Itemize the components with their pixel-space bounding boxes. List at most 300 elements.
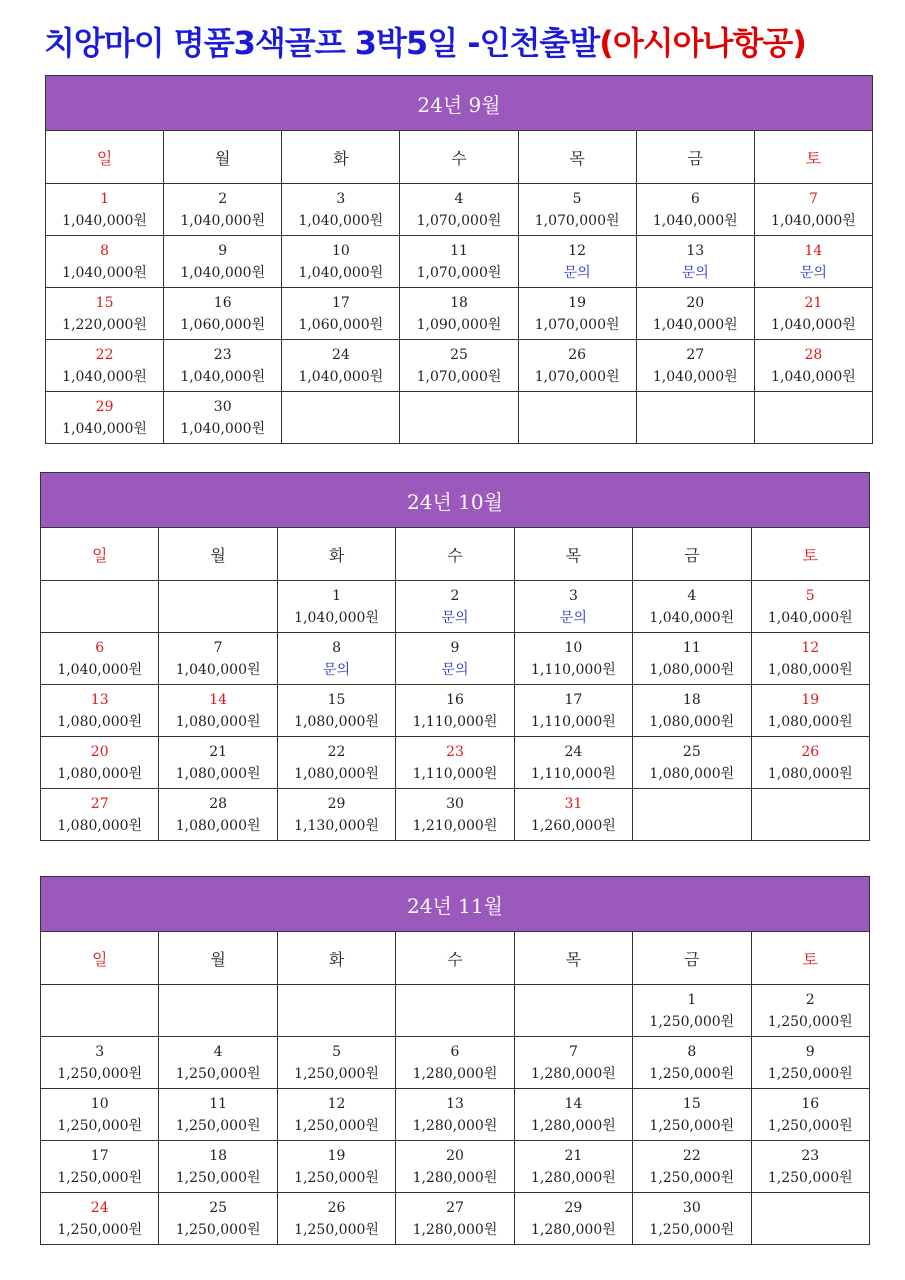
inquiry-label: 문의 — [559, 609, 587, 626]
day-number: 7 — [808, 190, 818, 207]
day-cell — [159, 789, 277, 841]
day-number: 15 — [327, 691, 346, 708]
day-number: 11 — [209, 1095, 228, 1112]
day-cell — [159, 1089, 277, 1141]
day-price: 1,070,000원 — [534, 368, 620, 385]
day-number: 14 — [564, 1095, 583, 1112]
day-cell — [400, 184, 518, 236]
day-number: 17 — [564, 691, 583, 708]
day-cell — [46, 340, 164, 392]
day-cell — [164, 340, 282, 392]
day-cell — [159, 1141, 277, 1193]
day-price: 1,040,000원 — [649, 609, 735, 626]
week-row — [41, 685, 870, 737]
day-cell — [46, 236, 164, 288]
day-price: 1,040,000원 — [771, 316, 856, 333]
day-cell — [277, 737, 395, 789]
day-price: 1,040,000원 — [57, 661, 143, 678]
day-cell — [159, 985, 277, 1037]
day-price: 1,040,000원 — [771, 368, 856, 385]
day-cell — [277, 1141, 395, 1193]
day-cell — [164, 288, 282, 340]
weekday-header: 일 — [41, 528, 159, 581]
day-number: 12 — [801, 639, 820, 656]
day-number: 3 — [568, 587, 578, 604]
day-number: 14 — [804, 242, 823, 259]
day-number: 8 — [100, 242, 110, 259]
day-number: 29 — [327, 795, 346, 812]
day-price: 1,250,000원 — [175, 1169, 261, 1186]
weekday-header: 목 — [518, 131, 636, 184]
day-cell — [633, 985, 751, 1037]
day-number: 3 — [336, 190, 346, 207]
day-cell — [514, 685, 632, 737]
weekday-header: 화 — [282, 131, 400, 184]
day-price: 1,040,000원 — [294, 609, 379, 626]
day-number: 6 — [95, 639, 105, 656]
day-number: 9 — [450, 639, 460, 656]
day-price: 1,080,000원 — [175, 765, 261, 782]
day-price: 1,250,000원 — [649, 1117, 735, 1134]
day-price: 1,040,000원 — [62, 420, 147, 437]
week-row — [41, 1089, 870, 1141]
day-cell — [282, 236, 400, 288]
day-cell — [396, 1141, 514, 1193]
day-number: 26 — [801, 743, 820, 760]
day-cell — [751, 1037, 869, 1089]
day-cell — [636, 392, 754, 444]
day-price: 1,250,000원 — [57, 1117, 143, 1134]
day-cell — [159, 1193, 277, 1245]
day-price: 1,060,000원 — [298, 316, 384, 333]
day-cell — [514, 789, 632, 841]
day-number: 18 — [682, 691, 701, 708]
day-cell — [41, 581, 159, 633]
day-number: 2 — [218, 190, 228, 207]
month-title: 24년 10월 — [41, 473, 870, 528]
day-price: 1,280,000원 — [531, 1169, 616, 1186]
day-price: 1,080,000원 — [175, 713, 261, 730]
calendar-september — [45, 75, 873, 444]
day-number: 6 — [450, 1043, 460, 1060]
day-cell — [514, 1089, 632, 1141]
day-number: 10 — [331, 242, 350, 259]
day-price: 1,070,000원 — [534, 316, 620, 333]
day-price: 1,110,000원 — [531, 765, 616, 782]
day-cell — [751, 581, 869, 633]
day-cell — [41, 1193, 159, 1245]
day-cell — [514, 581, 632, 633]
day-number: 23 — [446, 743, 464, 760]
day-price: 1,070,000원 — [416, 368, 502, 385]
day-cell — [633, 1037, 751, 1089]
inquiry-label: 문의 — [681, 264, 709, 281]
day-cell — [396, 1037, 514, 1089]
day-cell — [164, 236, 282, 288]
weekday-header: 금 — [633, 528, 751, 581]
week-row — [41, 737, 870, 789]
weekday-header: 월 — [159, 528, 277, 581]
day-price: 1,250,000원 — [649, 1169, 735, 1186]
weekday-header: 목 — [514, 528, 632, 581]
day-cell — [277, 633, 395, 685]
day-price: 1,250,000원 — [294, 1117, 379, 1134]
day-cell — [633, 633, 751, 685]
day-price: 1,250,000원 — [175, 1117, 261, 1134]
day-price: 1,040,000원 — [180, 420, 266, 437]
day-cell — [396, 1193, 514, 1245]
weekday-header: 목 — [514, 932, 632, 985]
day-number: 30 — [446, 795, 464, 812]
day-cell — [282, 392, 400, 444]
day-cell — [41, 1089, 159, 1141]
day-cell — [164, 392, 282, 444]
day-cell — [41, 685, 159, 737]
day-cell — [514, 985, 632, 1037]
day-cell — [751, 1089, 869, 1141]
day-cell — [41, 1141, 159, 1193]
week-row — [46, 184, 873, 236]
day-cell — [396, 789, 514, 841]
day-price: 1,040,000원 — [652, 212, 738, 229]
day-number: 14 — [209, 691, 228, 708]
day-cell — [633, 1193, 751, 1245]
weekday-header: 수 — [396, 932, 514, 985]
day-number: 2 — [805, 991, 815, 1008]
day-cell — [277, 581, 395, 633]
day-number: 15 — [95, 294, 114, 311]
weekday-header: 일 — [41, 932, 159, 985]
day-price: 1,070,000원 — [416, 212, 502, 229]
day-number: 5 — [332, 1043, 342, 1060]
day-price: 1,040,000원 — [175, 661, 261, 678]
day-number: 16 — [213, 294, 232, 311]
week-row — [46, 392, 873, 444]
day-cell — [41, 633, 159, 685]
day-number: 25 — [682, 743, 701, 760]
day-number: 25 — [209, 1199, 228, 1216]
day-cell — [754, 340, 872, 392]
day-number: 12 — [568, 242, 587, 259]
day-number: 24 — [331, 346, 350, 363]
day-number: 20 — [446, 1147, 464, 1164]
day-cell — [277, 685, 395, 737]
day-cell — [751, 737, 869, 789]
day-number: 18 — [450, 294, 468, 311]
day-number: 4 — [454, 190, 464, 207]
inquiry-label: 문의 — [563, 264, 591, 281]
day-price: 1,040,000원 — [298, 368, 384, 385]
day-cell — [751, 685, 869, 737]
day-price: 1,040,000원 — [180, 212, 266, 229]
day-cell — [751, 1193, 869, 1245]
day-cell — [518, 288, 636, 340]
day-cell — [633, 581, 751, 633]
day-price: 1,060,000원 — [180, 316, 266, 333]
day-number: 11 — [450, 242, 468, 259]
day-cell — [514, 633, 632, 685]
day-number: 9 — [218, 242, 228, 259]
day-price: 1,040,000원 — [652, 316, 738, 333]
day-number: 5 — [805, 587, 815, 604]
day-price: 1,090,000원 — [416, 316, 502, 333]
day-number: 22 — [682, 1147, 701, 1164]
calendar-november — [40, 876, 870, 1245]
day-price: 1,040,000원 — [298, 264, 384, 281]
day-cell — [754, 392, 872, 444]
day-cell — [41, 1037, 159, 1089]
day-number: 27 — [90, 795, 109, 812]
weekday-header: 화 — [277, 528, 395, 581]
day-price: 1,080,000원 — [294, 765, 379, 782]
day-price: 1,040,000원 — [62, 368, 147, 385]
day-number: 30 — [682, 1199, 701, 1216]
month-title: 24년 11월 — [41, 877, 870, 932]
day-cell — [277, 1089, 395, 1141]
day-price: 1,250,000원 — [649, 1065, 735, 1082]
day-cell — [514, 1193, 632, 1245]
day-number: 19 — [801, 691, 820, 708]
day-price: 1,130,000원 — [294, 817, 379, 834]
day-price: 1,040,000원 — [180, 264, 266, 281]
day-cell — [396, 737, 514, 789]
day-number: 27 — [686, 346, 705, 363]
weekday-header: 토 — [754, 131, 872, 184]
day-number: 13 — [90, 691, 109, 708]
day-number: 29 — [564, 1199, 583, 1216]
day-cell — [277, 1193, 395, 1245]
day-number: 25 — [450, 346, 468, 363]
day-cell — [400, 288, 518, 340]
day-price: 1,250,000원 — [649, 1221, 735, 1238]
inquiry-label: 문의 — [441, 661, 469, 678]
day-price: 1,040,000원 — [652, 368, 738, 385]
day-number: 4 — [213, 1043, 223, 1060]
day-cell — [46, 288, 164, 340]
day-number: 19 — [568, 294, 587, 311]
day-number: 23 — [213, 346, 232, 363]
day-price: 1,280,000원 — [412, 1065, 498, 1082]
day-price: 1,260,000원 — [531, 817, 616, 834]
day-cell — [282, 288, 400, 340]
day-cell — [41, 789, 159, 841]
day-cell — [396, 633, 514, 685]
day-cell — [636, 288, 754, 340]
day-cell — [282, 340, 400, 392]
day-cell — [754, 184, 872, 236]
calendar-october — [40, 472, 870, 841]
day-price: 1,250,000원 — [767, 1117, 853, 1134]
day-price: 1,040,000원 — [771, 212, 856, 229]
day-cell — [396, 685, 514, 737]
day-cell — [396, 1089, 514, 1141]
weekday-header: 토 — [751, 528, 869, 581]
day-number: 11 — [682, 639, 701, 656]
weekday-header: 수 — [400, 131, 518, 184]
weekday-header: 금 — [636, 131, 754, 184]
day-cell — [751, 985, 869, 1037]
day-number: 21 — [564, 1147, 583, 1164]
day-price: 1,250,000원 — [294, 1169, 379, 1186]
week-row — [41, 581, 870, 633]
day-number: 8 — [332, 639, 342, 656]
day-price: 1,250,000원 — [294, 1065, 379, 1082]
day-cell — [633, 1089, 751, 1141]
day-number: 10 — [90, 1095, 109, 1112]
day-price: 1,250,000원 — [649, 1013, 735, 1030]
day-cell — [518, 236, 636, 288]
day-price: 1,280,000원 — [531, 1221, 616, 1238]
day-cell — [633, 789, 751, 841]
weekday-header: 일 — [46, 131, 164, 184]
day-number: 30 — [213, 398, 232, 415]
day-cell — [400, 392, 518, 444]
day-number: 16 — [801, 1095, 820, 1112]
day-number: 28 — [804, 346, 823, 363]
day-number: 9 — [805, 1043, 815, 1060]
day-price: 1,070,000원 — [416, 264, 502, 281]
day-price: 1,040,000원 — [62, 264, 147, 281]
day-price: 1,080,000원 — [294, 713, 379, 730]
day-cell — [514, 1141, 632, 1193]
day-price: 1,220,000원 — [62, 316, 147, 333]
day-number: 17 — [331, 294, 350, 311]
day-price: 1,250,000원 — [57, 1169, 143, 1186]
week-row — [46, 340, 873, 392]
page-title — [44, 18, 806, 68]
day-price: 1,080,000원 — [767, 765, 853, 782]
day-price: 1,250,000원 — [175, 1065, 261, 1082]
day-cell — [159, 633, 277, 685]
day-price: 1,070,000원 — [534, 212, 620, 229]
day-number: 3 — [95, 1043, 105, 1060]
day-number: 21 — [209, 743, 228, 760]
day-price: 1,280,000원 — [412, 1169, 498, 1186]
day-price: 1,210,000원 — [412, 817, 498, 834]
day-price: 1,280,000원 — [412, 1117, 498, 1134]
day-price: 1,110,000원 — [531, 713, 616, 730]
day-price: 1,280,000원 — [531, 1117, 616, 1134]
day-price: 1,080,000원 — [649, 713, 735, 730]
day-cell — [396, 581, 514, 633]
day-cell — [633, 737, 751, 789]
day-number: 2 — [450, 587, 460, 604]
day-cell — [41, 737, 159, 789]
day-number: 21 — [804, 294, 823, 311]
day-number: 4 — [687, 587, 697, 604]
day-price: 1,080,000원 — [57, 817, 143, 834]
day-price: 1,080,000원 — [767, 661, 853, 678]
day-cell — [159, 685, 277, 737]
day-price: 1,110,000원 — [412, 765, 498, 782]
page-title-main: 치앙마이 명품3색골프 3박5일 -인천출발 — [44, 24, 600, 62]
day-number: 24 — [90, 1199, 109, 1216]
day-cell — [159, 581, 277, 633]
day-cell — [277, 985, 395, 1037]
weekday-header: 월 — [164, 131, 282, 184]
week-row — [41, 1037, 870, 1089]
day-number: 10 — [564, 639, 583, 656]
weekday-header: 토 — [751, 932, 869, 985]
day-cell — [633, 1141, 751, 1193]
day-number: 8 — [687, 1043, 697, 1060]
day-cell — [41, 985, 159, 1037]
day-price: 1,250,000원 — [57, 1221, 143, 1238]
day-number: 1 — [100, 190, 110, 207]
day-cell — [396, 985, 514, 1037]
week-row — [46, 288, 873, 340]
day-price: 1,110,000원 — [531, 661, 616, 678]
week-row — [46, 236, 873, 288]
day-cell — [514, 737, 632, 789]
day-cell — [400, 340, 518, 392]
day-number: 13 — [446, 1095, 464, 1112]
day-price: 1,250,000원 — [175, 1221, 261, 1238]
day-cell — [277, 789, 395, 841]
day-number: 22 — [95, 346, 114, 363]
day-cell — [751, 1141, 869, 1193]
day-price: 1,040,000원 — [767, 609, 853, 626]
day-price: 1,080,000원 — [57, 765, 143, 782]
day-cell — [159, 1037, 277, 1089]
day-price: 1,250,000원 — [767, 1013, 853, 1030]
day-number: 1 — [687, 991, 697, 1008]
day-cell — [46, 184, 164, 236]
weekday-header: 수 — [396, 528, 514, 581]
day-cell — [400, 236, 518, 288]
day-number: 17 — [90, 1147, 109, 1164]
day-number: 20 — [686, 294, 705, 311]
day-number: 1 — [332, 587, 342, 604]
day-price: 1,280,000원 — [412, 1221, 498, 1238]
day-price: 1,040,000원 — [62, 212, 147, 229]
day-price: 1,080,000원 — [175, 817, 261, 834]
day-number: 6 — [690, 190, 700, 207]
day-price: 1,110,000원 — [412, 713, 498, 730]
day-number: 20 — [90, 743, 109, 760]
page-title-airline: (아시아나항공) — [599, 24, 806, 62]
week-row — [41, 789, 870, 841]
day-cell — [636, 236, 754, 288]
day-price: 1,280,000원 — [531, 1065, 616, 1082]
day-number: 23 — [801, 1147, 820, 1164]
inquiry-label: 문의 — [799, 264, 827, 281]
day-price: 1,080,000원 — [57, 713, 143, 730]
day-number: 24 — [564, 743, 583, 760]
inquiry-label: 문의 — [323, 661, 351, 678]
day-price: 1,040,000원 — [298, 212, 384, 229]
day-price: 1,080,000원 — [767, 713, 853, 730]
day-price: 1,250,000원 — [767, 1065, 853, 1082]
day-cell — [751, 633, 869, 685]
day-cell — [159, 737, 277, 789]
day-cell — [164, 184, 282, 236]
day-number: 29 — [95, 398, 114, 415]
day-cell — [518, 184, 636, 236]
day-price: 1,040,000원 — [180, 368, 266, 385]
day-number: 16 — [446, 691, 464, 708]
day-number: 31 — [564, 795, 583, 812]
day-cell — [518, 392, 636, 444]
day-cell — [514, 1037, 632, 1089]
day-number: 27 — [446, 1199, 464, 1216]
weekday-header: 금 — [633, 932, 751, 985]
day-price: 1,250,000원 — [294, 1221, 379, 1238]
day-number: 7 — [213, 639, 223, 656]
weekday-header: 화 — [277, 932, 395, 985]
week-row — [41, 633, 870, 685]
day-cell — [754, 288, 872, 340]
